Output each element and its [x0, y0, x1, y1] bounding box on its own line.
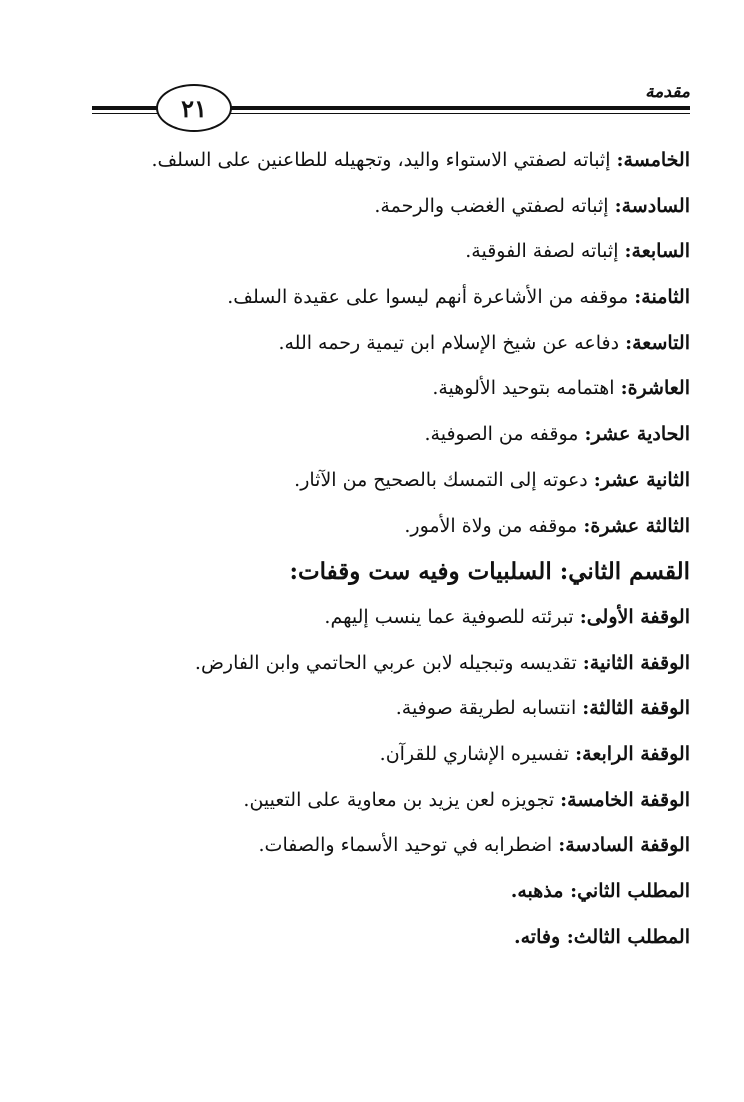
- list-item: [90, 229, 690, 275]
- item-text: إثباته لصفتي الاستواء واليد، وتجهيله للطاعنين على السلف.: [151, 149, 617, 171]
- list-item: [90, 641, 690, 687]
- section-heading: القسم الثاني: السلبيات وفيه ست وقفات:: [289, 558, 690, 586]
- item-text: موقفه من الصوفية.: [424, 423, 585, 446]
- list-item: [90, 138, 690, 184]
- list-item: [90, 686, 690, 732]
- item-lead: الوقفة الرابعة:: [575, 742, 690, 765]
- item-text: دفاعه عن شيخ الإسلام ابن تيمية رحمه الله.: [278, 331, 626, 354]
- item-lead: الحادية عشر:: [584, 423, 690, 446]
- item-text: انتسابه لطريقة صوفية.: [395, 697, 583, 720]
- page-body: [90, 138, 690, 960]
- list-item: [90, 366, 690, 412]
- item-lead: الوقفة الخامسة:: [560, 788, 690, 811]
- item-lead: الثانية عشر:: [593, 468, 690, 491]
- subsection-heading: المطلب الثالث: وفاته.: [513, 925, 690, 948]
- page-number: ٢١: [156, 84, 232, 132]
- item-lead: الوقفة الثانية:: [582, 651, 690, 674]
- list-item: [90, 595, 690, 641]
- item-text: موقفه من الأشاعرة أنهم ليسوا على عقيدة السلف.: [227, 286, 635, 309]
- item-lead: الوقفة الأولى:: [579, 605, 690, 628]
- item-lead: الوقفة الثالثة:: [582, 697, 690, 720]
- item-lead: السابعة:: [624, 240, 690, 263]
- list-item: [90, 275, 690, 321]
- list-item: [90, 412, 690, 458]
- list-item: [90, 823, 690, 869]
- list-item: [90, 504, 690, 550]
- running-header-title: مقدمة: [645, 82, 690, 102]
- subsection-heading: المطلب الثاني: مذهبه.: [510, 880, 690, 902]
- list-item: [90, 184, 690, 230]
- item-text: اهتمامه بتوحيد الألوهية.: [432, 377, 621, 400]
- item-text: تجويزه لعن يزيد بن معاوية على التعيين.: [243, 788, 561, 811]
- item-text: تفسيره الإشاري للقرآن.: [379, 742, 576, 765]
- list-item: [90, 778, 690, 824]
- item-text: إثباته لصفتي الغضب والرحمة.: [374, 194, 615, 217]
- list-item: [90, 321, 690, 367]
- item-lead: العاشرة:: [620, 377, 690, 400]
- item-text: تقديسه وتبجيله لابن عربي الحاتمي وابن الفارض.: [194, 651, 583, 674]
- item-text: تبرئته للصوفية عما ينسب إليهم.: [324, 605, 580, 628]
- item-lead: الخامسة:: [616, 149, 690, 171]
- item-lead: الثالثة عشرة:: [583, 514, 690, 537]
- item-text: إثباته لصفة الفوقية.: [465, 240, 625, 263]
- item-lead: التاسعة:: [625, 331, 690, 354]
- item-text: اضطرابه في توحيد الأسماء والصفات.: [258, 834, 559, 857]
- item-lead: الوقفة السادسة:: [558, 834, 690, 857]
- list-item: [90, 732, 690, 778]
- item-text: دعوته إلى التمسك بالصحيح من الآثار.: [294, 468, 594, 491]
- item-lead: السادسة:: [614, 194, 690, 217]
- item-lead: الثامنة:: [634, 286, 690, 309]
- item-text: موقفه من ولاة الأمور.: [404, 514, 584, 537]
- list-item: [90, 458, 690, 504]
